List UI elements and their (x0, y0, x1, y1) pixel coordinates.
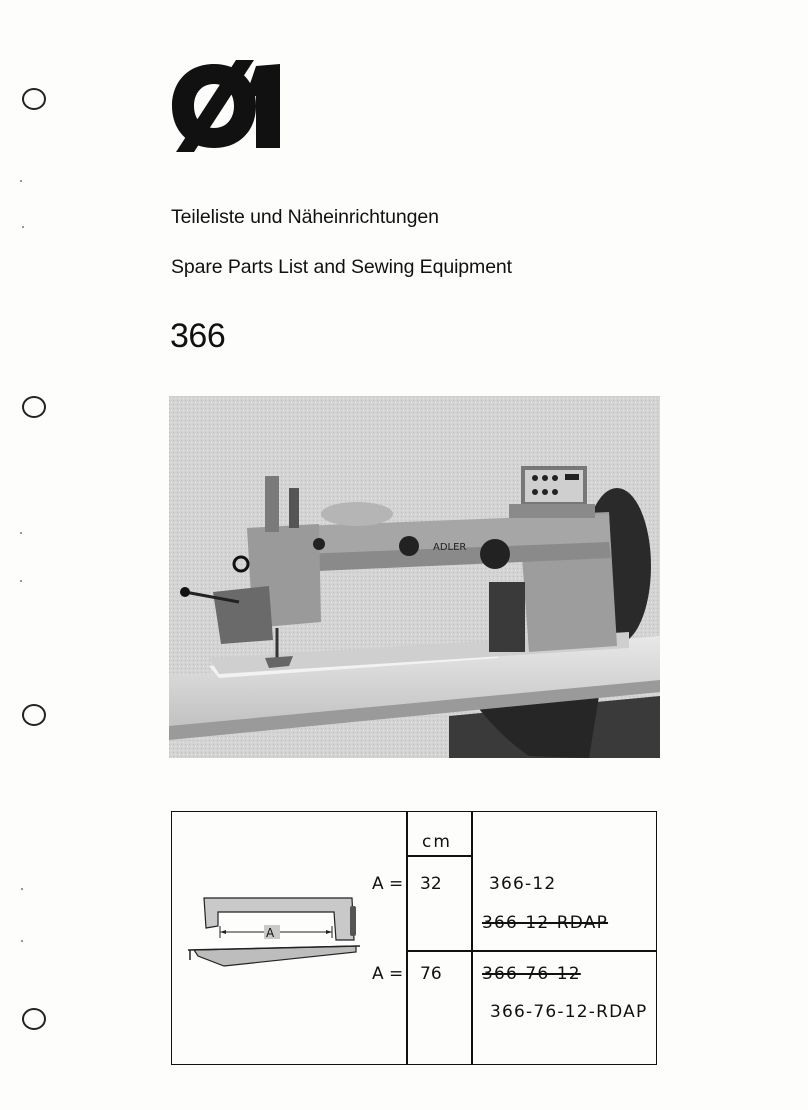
arm-length-diagram (184, 896, 364, 976)
variant-code: 366-12 (489, 874, 557, 894)
model-variant-table (171, 811, 657, 1065)
variant-code-crossed-out: 366-76-12 (482, 964, 581, 984)
row-label: A = (372, 964, 404, 984)
binder-hole (22, 88, 46, 110)
scan-speck (20, 580, 22, 582)
table-divider (471, 812, 473, 1064)
variant-code: 366-76-12-RDAP (490, 1002, 648, 1022)
scan-speck (20, 532, 22, 534)
binder-hole (22, 396, 46, 418)
table-divider (406, 950, 656, 952)
scan-speck (20, 180, 22, 182)
row-length: 32 (420, 874, 442, 894)
binder-hole (22, 1008, 46, 1030)
table-divider (406, 855, 472, 857)
machine-brand-label: ADLER (433, 542, 467, 553)
title-german: Teileliste und Näheinrichtungen (171, 206, 439, 228)
table-divider (406, 812, 408, 1064)
variant-code-crossed-out: 366-12-RDAP (482, 913, 609, 933)
scan-speck (21, 888, 23, 890)
sewing-machine-photo (169, 396, 660, 758)
row-label: A = (372, 874, 404, 894)
scan-speck (22, 226, 24, 228)
binder-hole (22, 704, 46, 726)
dimension-label: A (266, 926, 275, 940)
model-number: 366 (170, 317, 226, 355)
row-length: 76 (420, 964, 442, 984)
scan-speck (21, 940, 23, 942)
unit-header: cm (422, 832, 452, 852)
brand-logo-icon (168, 60, 286, 152)
title-english: Spare Parts List and Sewing Equipment (171, 256, 512, 278)
